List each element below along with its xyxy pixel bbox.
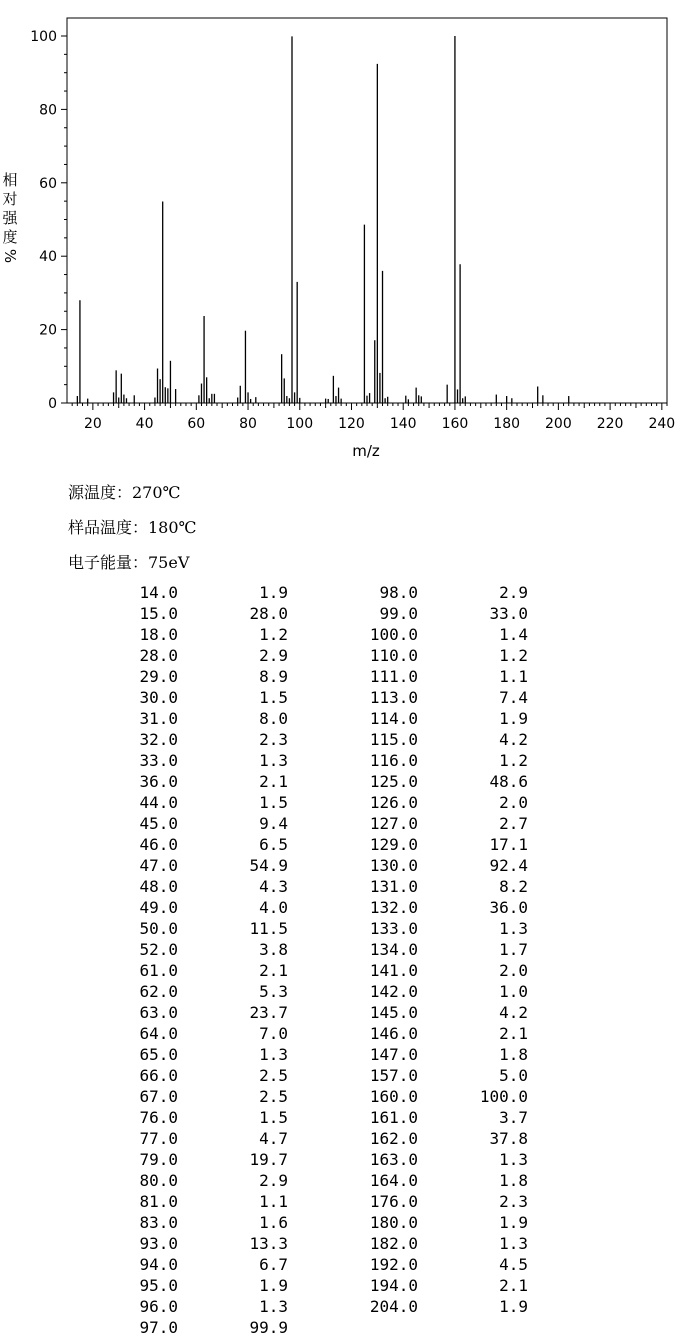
intensity-value: 2.9: [499, 583, 528, 602]
mz-value: 63.0: [139, 1003, 178, 1022]
mz-value: 133.0: [369, 919, 418, 938]
intensity-value: 92.4: [489, 856, 528, 875]
intensity-value: 2.5: [259, 1087, 288, 1106]
peak-table-row: [240, 834, 540, 855]
mz-value: 44.0: [139, 793, 178, 812]
intensity-value: 1.9: [259, 1276, 288, 1295]
peak-table-row: [240, 1233, 540, 1254]
mz-value: 147.0: [369, 1045, 418, 1064]
mz-value: 204.0: [369, 1297, 418, 1316]
intensity-value: 5.3: [259, 982, 288, 1001]
mz-value: 161.0: [369, 1108, 418, 1127]
mz-value: 99.0: [379, 604, 418, 623]
intensity-value: 2.1: [499, 1024, 528, 1043]
peak-table-row: [240, 582, 540, 603]
mz-value: 130.0: [369, 856, 418, 875]
peak-table-row: [240, 1254, 540, 1275]
intensity-value: 4.2: [499, 1003, 528, 1022]
mz-value: 50.0: [139, 919, 178, 938]
mz-value: 66.0: [139, 1066, 178, 1085]
peak-table-right: [240, 582, 540, 1317]
mz-value: 132.0: [369, 898, 418, 917]
intensity-value: 6.5: [259, 835, 288, 854]
intensity-value: 48.6: [489, 772, 528, 791]
mz-value: 14.0: [139, 583, 178, 602]
intensity-value: 2.1: [259, 772, 288, 791]
intensity-value: 4.3: [259, 877, 288, 896]
mz-value: 18.0: [139, 625, 178, 644]
mz-value: 111.0: [369, 667, 418, 686]
intensity-value: 2.9: [259, 1171, 288, 1190]
mz-value: 182.0: [369, 1234, 418, 1253]
intensity-value: 7.4: [499, 688, 528, 707]
mz-value: 157.0: [369, 1066, 418, 1085]
peak-table-row: [240, 645, 540, 666]
intensity-value: 1.8: [499, 1171, 528, 1190]
peak-table-row: [240, 687, 540, 708]
intensity-value: 1.3: [259, 1045, 288, 1064]
mz-value: 29.0: [139, 667, 178, 686]
mz-value: 81.0: [139, 1192, 178, 1211]
y-axis-label-char: %: [1, 248, 19, 264]
mz-value: 31.0: [139, 709, 178, 728]
mz-value: 116.0: [369, 751, 418, 770]
y-tick-label: 0: [48, 396, 57, 412]
x-tick-label: 180: [493, 416, 521, 432]
mz-value: 97.0: [139, 1318, 178, 1337]
intensity-value: 1.9: [499, 1213, 528, 1232]
peak-table-row: [240, 813, 540, 834]
intensity-value: 1.3: [499, 919, 528, 938]
peak-table-row: [240, 771, 540, 792]
intensity-value: 37.8: [489, 1129, 528, 1148]
mz-value: 76.0: [139, 1108, 178, 1127]
x-tick-label: 160: [441, 416, 469, 432]
intensity-value: 3.8: [259, 940, 288, 959]
intensity-value: 4.7: [259, 1129, 288, 1148]
mz-value: 30.0: [139, 688, 178, 707]
mass-spectrum-chart: [0, 0, 680, 470]
mz-value: 65.0: [139, 1045, 178, 1064]
intensity-value: 1.5: [259, 793, 288, 812]
peak-table-row: [240, 897, 540, 918]
peak-table-row: [240, 1086, 540, 1107]
mz-value: 180.0: [369, 1213, 418, 1232]
intensity-value: 2.9: [259, 646, 288, 665]
intensity-value: 1.8: [499, 1045, 528, 1064]
intensity-value: 13.3: [249, 1234, 288, 1253]
mz-value: 28.0: [139, 646, 178, 665]
intensity-value: 1.5: [259, 688, 288, 707]
mz-value: 47.0: [139, 856, 178, 875]
peak-table-row: [240, 1170, 540, 1191]
spectrum-bars: [77, 36, 568, 403]
intensity-value: 33.0: [489, 604, 528, 623]
intensity-value: 36.0: [489, 898, 528, 917]
x-tick-label: 20: [83, 416, 102, 432]
mz-value: 80.0: [139, 1171, 178, 1190]
y-tick-label: 60: [39, 175, 57, 192]
mz-value: 96.0: [139, 1297, 178, 1316]
mz-value: 79.0: [139, 1150, 178, 1169]
mz-value: 164.0: [369, 1171, 418, 1190]
peak-table-row: [240, 729, 540, 750]
mz-value: 46.0: [139, 835, 178, 854]
mz-value: 142.0: [369, 982, 418, 1001]
intensity-value: 1.6: [259, 1213, 288, 1232]
mz-value: 61.0: [139, 961, 178, 980]
peak-table-row: [240, 1065, 540, 1086]
intensity-value: 2.0: [499, 961, 528, 980]
intensity-value: 23.7: [249, 1003, 288, 1022]
mz-value: 129.0: [369, 835, 418, 854]
peak-table-row: [240, 1296, 540, 1317]
mz-value: 32.0: [139, 730, 178, 749]
intensity-value: 1.1: [259, 1192, 288, 1211]
y-tick-label: 20: [39, 322, 57, 339]
intensity-value: 1.3: [259, 1297, 288, 1316]
mz-value: 134.0: [369, 940, 418, 959]
peak-table-row: [240, 624, 540, 645]
peak-table-row: [240, 1128, 540, 1149]
intensity-value: 1.4: [499, 625, 528, 644]
peak-table-row: [0, 1317, 300, 1338]
intensity-value: 54.9: [249, 856, 288, 875]
intensity-value: 3.7: [499, 1108, 528, 1127]
y-axis-label-char: 相: [2, 171, 18, 189]
mz-value: 126.0: [369, 793, 418, 812]
mz-value: 94.0: [139, 1255, 178, 1274]
mz-value: 45.0: [139, 814, 178, 833]
peak-table-row: [240, 603, 540, 624]
peak-table-row: [240, 1275, 540, 1296]
mz-value: 52.0: [139, 940, 178, 959]
intensity-value: 28.0: [249, 604, 288, 623]
mz-value: 36.0: [139, 772, 178, 791]
peak-table-row: [240, 876, 540, 897]
peak-table-row: [240, 1149, 540, 1170]
peak-table-row: [240, 981, 540, 1002]
mz-value: 49.0: [139, 898, 178, 917]
y-tick-label: 100: [30, 29, 57, 45]
mz-value: 125.0: [369, 772, 418, 791]
mz-value: 141.0: [369, 961, 418, 980]
mz-value: 77.0: [139, 1129, 178, 1148]
x-tick-label: 100: [286, 416, 314, 432]
y-axis-label-char: 度: [2, 228, 18, 246]
peak-table-row: [240, 1044, 540, 1065]
intensity-value: 2.7: [499, 814, 528, 833]
mz-value: 146.0: [369, 1024, 418, 1043]
mz-value: 93.0: [139, 1234, 178, 1253]
plot-frame: [67, 18, 667, 403]
x-axis-label: m/z: [352, 442, 380, 460]
x-tick-label: 240: [648, 416, 676, 432]
mz-value: 95.0: [139, 1276, 178, 1295]
mz-value: 67.0: [139, 1087, 178, 1106]
x-tick-label: 60: [187, 416, 206, 432]
x-axis: [72, 403, 675, 432]
y-axis-label-char: 对: [2, 190, 18, 208]
intensity-value: 1.0: [499, 982, 528, 1001]
peak-table-row: [240, 750, 540, 771]
mz-value: 83.0: [139, 1213, 178, 1232]
peak-table-row: [240, 918, 540, 939]
peak-table-row: [240, 960, 540, 981]
intensity-value: 2.3: [499, 1192, 528, 1211]
x-tick-label: 120: [338, 416, 365, 432]
intensity-value: 1.5: [259, 1108, 288, 1127]
mz-value: 15.0: [139, 604, 178, 623]
peak-table-row: [240, 792, 540, 813]
mz-value: 114.0: [369, 709, 418, 728]
y-axis-label: [1, 171, 19, 263]
intensity-value: 2.1: [259, 961, 288, 980]
intensity-value: 1.2: [259, 625, 288, 644]
intensity-value: 1.3: [499, 1150, 528, 1169]
peak-table-row: [240, 1212, 540, 1233]
intensity-value: 1.1: [499, 667, 528, 686]
intensity-value: 1.9: [259, 583, 288, 602]
peak-table-row: [240, 666, 540, 687]
peak-table-row: [240, 855, 540, 876]
intensity-value: 4.5: [499, 1255, 528, 1274]
intensity-value: 1.3: [499, 1234, 528, 1253]
mz-value: 100.0: [369, 625, 418, 644]
mz-value: 33.0: [139, 751, 178, 770]
mz-value: 62.0: [139, 982, 178, 1001]
intensity-value: 1.2: [499, 646, 528, 665]
peak-table-row: [240, 1191, 540, 1212]
intensity-value: 100.0: [479, 1087, 528, 1106]
source-temperature: 源温度：270℃: [68, 483, 181, 502]
x-tick-label: 40: [135, 416, 154, 432]
mz-value: 163.0: [369, 1150, 418, 1169]
peak-table-row: [240, 1023, 540, 1044]
intensity-value: 9.4: [259, 814, 288, 833]
mz-value: 127.0: [369, 814, 418, 833]
intensity-value: 11.5: [249, 919, 288, 938]
intensity-value: 1.7: [499, 940, 528, 959]
intensity-value: 2.0: [499, 793, 528, 812]
peak-table-row: [240, 1002, 540, 1023]
intensity-value: 2.3: [259, 730, 288, 749]
intensity-value: 5.0: [499, 1066, 528, 1085]
mz-value: 160.0: [369, 1087, 418, 1106]
y-tick-label: 40: [39, 249, 57, 266]
sample-temperature: 样品温度：180℃: [68, 518, 197, 537]
x-tick-label: 80: [239, 416, 257, 432]
mz-value: 176.0: [369, 1192, 418, 1211]
mz-value: 162.0: [369, 1129, 418, 1148]
intensity-value: 1.9: [499, 709, 528, 728]
intensity-value: 2.5: [259, 1066, 288, 1085]
intensity-value: 8.2: [499, 877, 528, 896]
intensity-value: 7.0: [259, 1024, 288, 1043]
x-tick-label: 140: [389, 416, 417, 432]
intensity-value: 2.1: [499, 1276, 528, 1295]
x-tick-label: 220: [596, 416, 624, 432]
mz-value: 98.0: [379, 583, 418, 602]
mz-value: 131.0: [369, 877, 418, 896]
intensity-value: 17.1: [489, 835, 528, 854]
peak-table-row: [240, 939, 540, 960]
mz-value: 192.0: [369, 1255, 418, 1274]
x-tick-label: 200: [545, 416, 572, 432]
intensity-value: 8.0: [259, 709, 288, 728]
intensity-value: 1.2: [499, 751, 528, 770]
intensity-value: 4.0: [259, 898, 288, 917]
intensity-value: 19.7: [249, 1150, 288, 1169]
intensity-value: 1.3: [259, 751, 288, 770]
y-tick-label: 80: [39, 102, 57, 119]
electron-energy: 电子能量：75eV: [68, 553, 190, 572]
peak-table-row: [240, 1107, 540, 1128]
intensity-value: 1.9: [499, 1297, 528, 1316]
mz-value: 110.0: [369, 646, 418, 665]
intensity-value: 4.2: [499, 730, 528, 749]
mz-value: 64.0: [139, 1024, 178, 1043]
intensity-value: 6.7: [259, 1255, 288, 1274]
mz-value: 194.0: [369, 1276, 418, 1295]
y-axis: [30, 29, 67, 412]
intensity-value: 8.9: [259, 667, 288, 686]
peak-table-row: [240, 708, 540, 729]
mz-value: 145.0: [369, 1003, 418, 1022]
mz-value: 115.0: [369, 730, 418, 749]
mz-value: 113.0: [369, 688, 418, 707]
mz-value: 48.0: [139, 877, 178, 896]
intensity-value: 99.9: [249, 1318, 288, 1337]
y-axis-label-char: 强: [2, 209, 18, 227]
